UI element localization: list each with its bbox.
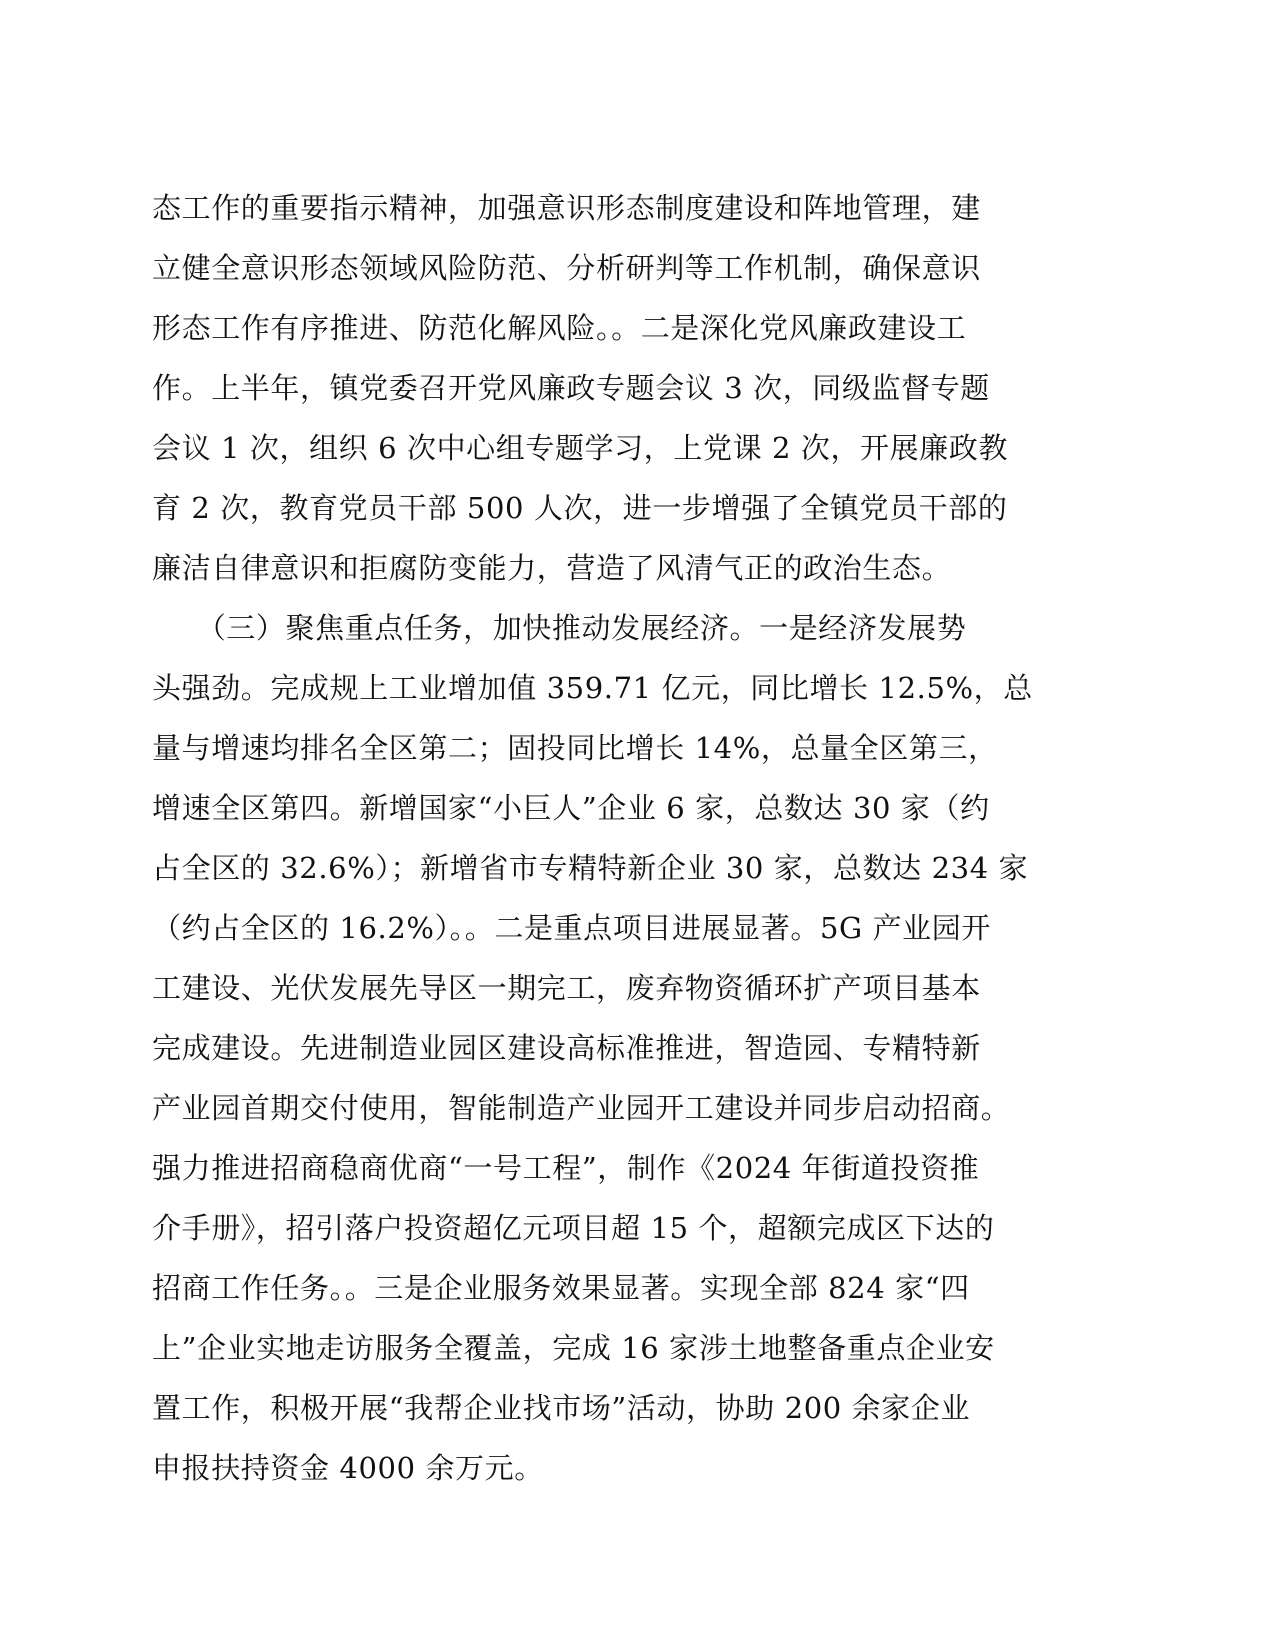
text-line: 强力推进招商稳商优商“一号工程”，制作《2024 年街道投资推	[152, 1151, 980, 1185]
text-line: 招商工作任务。。三是企业服务效果显著。实现全部 824 家“四	[152, 1271, 970, 1305]
text-line: 置工作，积极开展“我帮企业找市场”活动，协助 200 余家企业	[152, 1391, 971, 1425]
text-line: （约占全区的 16.2%）。。二是重点项目进展显著。5G 产业园开	[152, 911, 991, 945]
section-heading-line: （三）聚焦重点任务，加快推动发展经济。一是经济发展势	[152, 611, 967, 645]
text-line: 形态工作有序推进、防范化解风险。。二是深化党风廉政建设工	[152, 311, 967, 345]
text-line: 工建设、光伏发展先导区一期完工，废弃物资循环扩产项目基本	[152, 971, 981, 1005]
text-line: 申报扶持资金 4000 余万元。	[152, 1451, 544, 1485]
text-line: 增速全区第四。新增国家“小巨人”企业 6 家，总数达 30 家（约	[152, 791, 990, 825]
text-line: 廉洁自律意识和拒腐防变能力，营造了风清气正的政治生态。	[152, 551, 952, 585]
text-line: 作。上半年，镇党委召开党风廉政专题会议 3 次，同级监督专题	[152, 371, 990, 405]
text-line: 产业园首期交付使用，智能制造产业园开工建设并同步启动招商。	[152, 1091, 1011, 1125]
text-line: 态工作的重要指示精神，加强意识形态制度建设和阵地管理，建	[152, 191, 981, 225]
text-line: 立健全意识形态领域风险防范、分析研判等工作机制，确保意识	[152, 251, 981, 285]
text-line: 育 2 次，教育党员干部 500 人次，进一步增强了全镇党员干部的	[152, 491, 1008, 525]
text-line: 头强劲。完成规上工业增加值 359.71 亿元，同比增长 12.5%，总	[152, 671, 1033, 705]
text-line: 上”企业实地走访服务全覆盖，完成 16 家涉土地整备重点企业安	[152, 1331, 995, 1365]
text-line: 介手册》，招引落户投资超亿元项目超 15 个，超额完成区下达的	[152, 1211, 995, 1245]
body-text	[152, 178, 1092, 1498]
text-line: 会议 1 次，组织 6 次中心组专题学习，上党课 2 次，开展廉政教	[152, 431, 1009, 465]
text-line: 量与增速均排名全区第二；固投同比增长 14%，总量全区第三，	[152, 731, 998, 765]
text-line: 占全区的 32.6%）；新增省市专精特新企业 30 家，总数达 234 家	[152, 851, 1029, 885]
text-line: 完成建设。先进制造业园区建设高标准推进，智造园、专精特新	[152, 1031, 981, 1065]
